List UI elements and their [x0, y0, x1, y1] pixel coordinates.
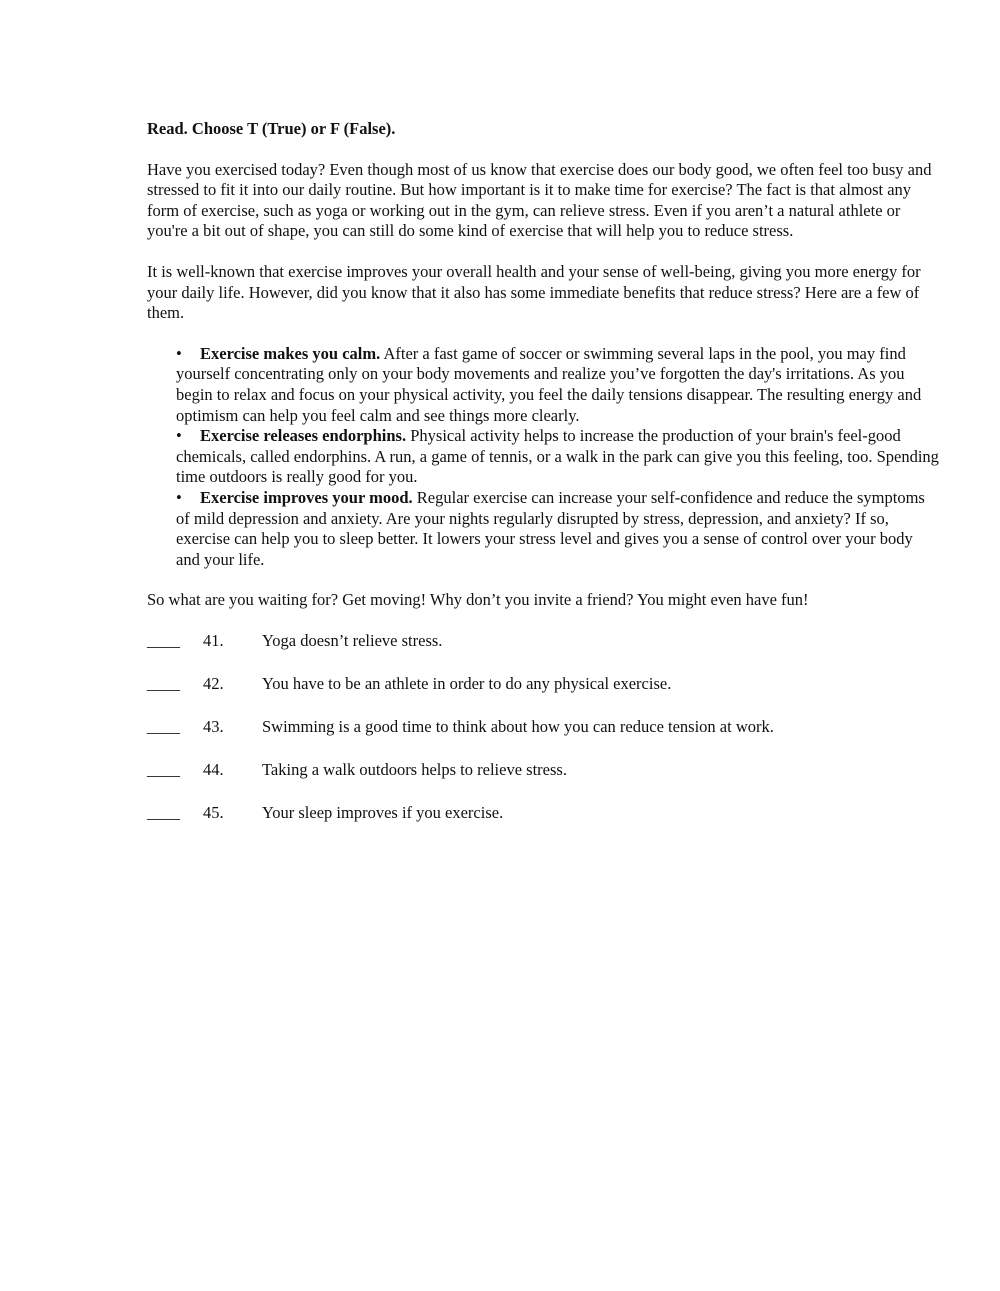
question-number: 45.: [203, 802, 224, 822]
answer-input-43[interactable]: [147, 717, 183, 736]
answer-input-44[interactable]: [147, 760, 183, 779]
benefits-list: [147, 344, 940, 571]
question-text: Taking a walk outdoors helps to relieve stress.: [262, 759, 567, 779]
question-row-42: [147, 674, 940, 696]
question-row-41: [147, 631, 940, 653]
intro-paragraph: Have you exercised today? Even though most of us know that exercise does our body good, we often feel too busy and stressed to fit it into our daily routine. But how important is it to make time for exercise? The fact is that almost any form of exercise, such as yoga or working out in the gym, can relieve stress. Even if you aren’t a natural athlete or you're a bit out of shape, you can still do some kind of exercise that will help you to reduce stress.: [147, 159, 932, 241]
question-text: You have to be an athlete in order to do any physical exercise.: [262, 673, 672, 693]
bullet-body: Physical activity helps to increase the production of your brain's feel-good chemicals, called endorphins. A run, a game of tennis, or a walk in the park can give you this feeling, too. Spending time outdoors is really good for you.: [176, 426, 939, 487]
question-number: 42.: [203, 673, 224, 693]
bullet-body: After a fast game of soccer or swimming several laps in the pool, you may find yourself concentrating only on your body movements and realize you’ve forgotten the day's irritations. As you begin to relax and focus on your physical activity, you feel the daily tensions disappear. The resulting energy and optimism can help you feel calm and see things more clearly.: [176, 343, 922, 425]
worksheet-page: [147, 119, 940, 846]
bullet-body: Regular exercise can increase your self-confidence and reduce the symptoms of mild depression and anxiety. Are your nights regularly disrupted by stress, depression, and anxiety? If so, exercise can help you to sleep better. It lowers your stress level and gives you a sense of control over your body and your life.: [176, 487, 925, 569]
true-false-questions: [147, 631, 940, 825]
answer-blank-line: ____: [147, 759, 180, 779]
question-row-44: [147, 760, 940, 782]
list-item: [176, 426, 940, 488]
list-item: [176, 488, 940, 570]
instruction-heading: Read. Choose T (True) or F (False).: [147, 119, 396, 138]
closing-paragraph: So what are you waiting for? Get moving! Why don’t you invite a friend? You might even have fun!: [147, 590, 809, 610]
question-number: 44.: [203, 759, 224, 779]
answer-blank-line: ____: [147, 630, 180, 650]
bullet-heading: Exercise improves your mood.: [200, 487, 413, 507]
question-number: 43.: [203, 716, 224, 736]
answer-blank-line: ____: [147, 802, 180, 822]
bullet-text: [176, 344, 940, 426]
bullet-heading: Exercise releases endorphins.: [200, 426, 407, 446]
question-text: Yoga doesn’t relieve stress.: [262, 630, 443, 650]
question-row-45: [147, 803, 940, 825]
answer-input-45[interactable]: [147, 803, 183, 822]
bullet-text: [176, 426, 940, 488]
question-row-43: [147, 717, 940, 739]
list-item: [176, 344, 940, 426]
answer-blank-line: ____: [147, 716, 180, 736]
bullet-heading: Exercise makes you calm.: [200, 343, 381, 363]
question-text: Your sleep improves if you exercise.: [262, 802, 504, 822]
answer-input-41[interactable]: [147, 631, 183, 650]
question-text: Swimming is a good time to think about how you can reduce tension at work.: [262, 716, 774, 736]
question-number: 41.: [203, 630, 224, 650]
answer-input-42[interactable]: [147, 674, 183, 693]
bullet-text: [176, 488, 940, 570]
answer-blank-line: ____: [147, 673, 180, 693]
benefits-paragraph: It is well-known that exercise improves your overall health and your sense of well-being, giving you more energy for your daily life. However, did you know that it also has some immediate benefits that reduce stress? Here are a few of them.: [147, 261, 921, 323]
